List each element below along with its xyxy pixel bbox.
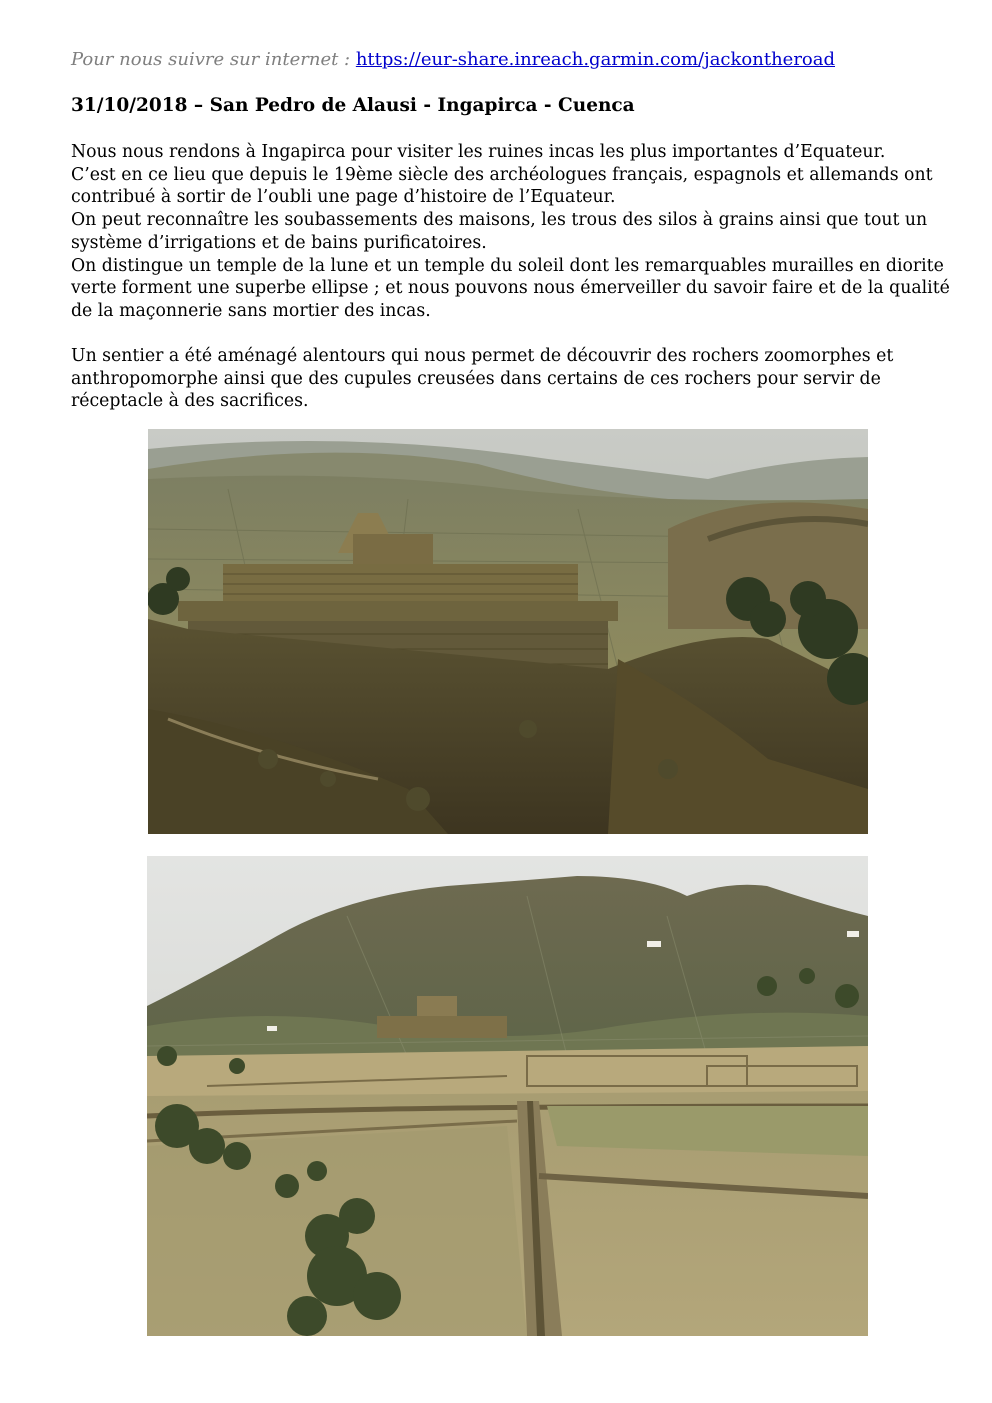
paragraph-line: Nous nous rendons à Ingapirca pour visiter les ruines incas les plus importantes d’Equateur. [71,142,886,162]
photo-temple-hillside [148,429,868,834]
photo-site-overview-drawing [147,856,868,1336]
follow-line [71,48,835,72]
page-title: 31/10/2018 – San Pedro de Alausi - Ingapirca - Cuenca [71,95,635,116]
paragraph-line: On peut reconnaître les soubassements des maisons, les trous des silos à grains ainsi que tout un [71,210,928,231]
follow-label: Pour nous suivre sur internet : [71,49,356,70]
paragraph-1 [71,141,950,323]
paragraph-line: de la maçonnerie sans mortier des incas. [71,300,431,321]
paragraph-line: Un sentier a été aménagé alentours qui nous permet de découvrir des rochers zoomorphes et [71,346,894,366]
photo-temple-hillside-drawing [148,429,868,834]
paragraph-line: système d’irrigations et de bains purificatoires. [71,232,487,253]
tracking-link[interactable]: https://eur-share.inreach.garmin.com/jackontheroad [355,49,836,70]
paragraph-line: On distingue un temple de la lune et un temple du soleil dont les remarquables murailles en diorite [71,255,944,276]
paragraph-line: contribué à sortir de l’oubli une page d’histoire de l’Equateur. [71,187,616,208]
photo-site-overview [147,856,868,1336]
paragraph-line: réceptacle à des sacrifices. [71,391,309,412]
paragraph-line: verte forment une superbe ellipse ; et nous pouvons nous émerveiller du savoir faire et de la qualité [71,278,950,299]
paragraph-line: C’est en ce lieu que depuis le 19ème siècle des archéologues français, espagnols et allemands ont [71,164,933,185]
paragraph-line: anthropomorphe ainsi que des cupules creusées dans certains de ces rochers pour servir de [71,368,881,389]
paragraph-2 [71,345,893,413]
